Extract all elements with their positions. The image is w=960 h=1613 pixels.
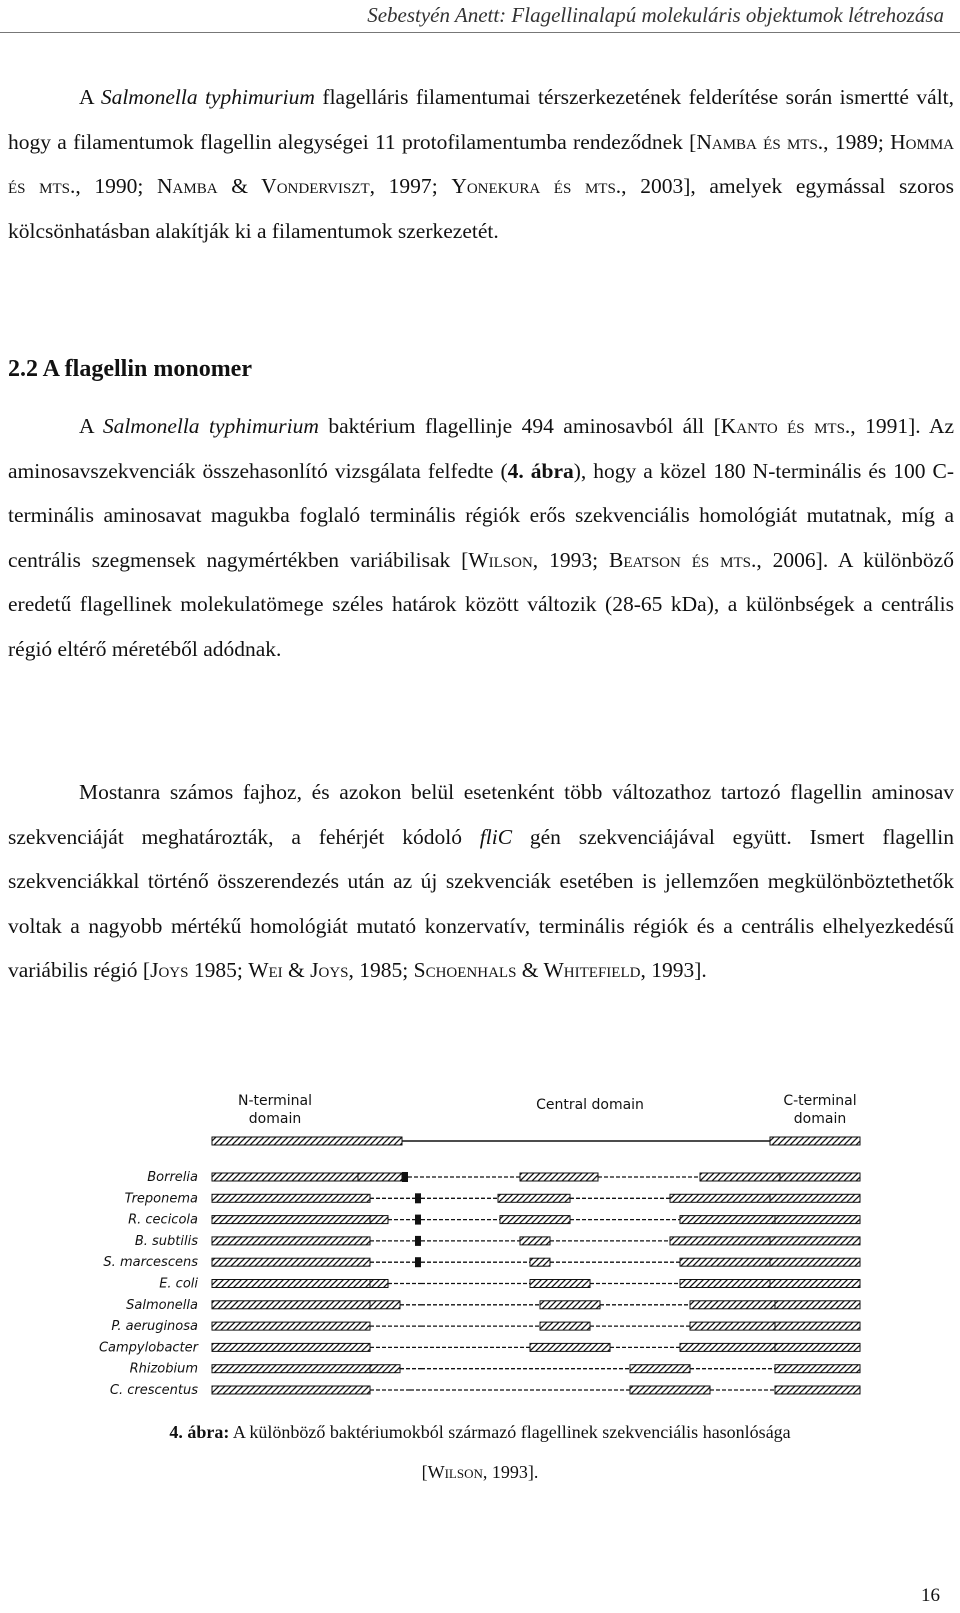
alignment-diagram <box>70 1085 950 1415</box>
alignment-bar-segment <box>212 1194 370 1202</box>
figure-reference: 4. ábra <box>507 458 574 483</box>
alignment-bar-segment <box>670 1237 770 1245</box>
text: A <box>79 85 101 109</box>
text: gén szekvenciájával együtt. Ismert flagellin szekvenciákkal történő összerendezés után az új szekvenciák esetében is jellemzően megkülönböztethetők voltak a nagyobb mértékű homológiát mutató konzervatív, terminális régiók és a centrális elhelyezkedésű variábilis régió [ <box>8 824 955 982</box>
alignment-bar-segment <box>212 1258 370 1266</box>
alignment-bar-segment <box>212 1173 358 1181</box>
text: ; <box>592 547 609 572</box>
alignment-marker <box>415 1236 421 1246</box>
alignment-marker <box>402 1172 408 1182</box>
citation: Yonekura és mts., 2003 <box>451 174 684 198</box>
citation: Namba & Vonderviszt, 1997 <box>157 174 432 198</box>
alignment-bar-segment <box>530 1343 610 1351</box>
alignment-bar-segment <box>770 1237 860 1245</box>
alignment-bar-segment <box>775 1386 860 1394</box>
alignment-bar-segment <box>498 1194 570 1202</box>
alignment-bar-segment <box>775 1301 860 1309</box>
alignment-bar-segment <box>520 1173 598 1181</box>
species-label: E. coli <box>159 1276 198 1292</box>
alignment-bar-segment <box>680 1343 775 1351</box>
alignment-bar-segment <box>670 1194 770 1202</box>
text: ; <box>137 174 158 198</box>
species-label: P. aeruginosa <box>111 1319 198 1335</box>
alignment-bar-segment <box>775 1365 860 1373</box>
species-label: Campylobacter <box>98 1340 198 1356</box>
citation: Homma és mts., 1990 <box>8 129 954 198</box>
species-label: Rhizobium <box>129 1361 198 1377</box>
alignment-bar-segment <box>630 1365 690 1373</box>
c-terminal-label-2: domain <box>793 1111 847 1127</box>
paragraph-3 <box>8 770 954 993</box>
text: ]. Az aminosavszekvenciák összehasonlító vizsgálata felfedte ( <box>8 414 955 483</box>
central-domain-label: Central domain <box>536 1097 644 1113</box>
species-name: Salmonella typhimurium <box>100 85 315 109</box>
alignment-bar-segment <box>690 1322 775 1330</box>
running-title: Sebestyén Anett: Flagellinalapú molekuláris objektumok létrehozása <box>367 3 944 27</box>
species-label: Treponema <box>124 1191 198 1207</box>
figure-caption <box>0 1422 960 1443</box>
alignment-bar-segment <box>780 1173 860 1181</box>
alignment-bar-segment <box>212 1237 370 1245</box>
alignment-bar-segment <box>212 1280 370 1288</box>
alignment-bar-segment <box>370 1280 388 1288</box>
alignment-bar-segment <box>680 1280 770 1288</box>
n-terminal-label-2: domain <box>248 1111 302 1127</box>
text: A <box>79 414 103 438</box>
alignment-bar-segment <box>212 1322 370 1330</box>
citation: Joys 1985 <box>150 958 237 982</box>
alignment-rows <box>99 1137 860 1398</box>
text: flagelláris filamentumai térszerkezetének felderítése során ismertté vált, hogy a filamentumok flagellin alegységei 11 protofilamentumba rendeződnek [ <box>8 85 955 154</box>
species-label: S. marcescens <box>103 1255 198 1271</box>
paragraph-1 <box>8 75 954 253</box>
species-label: Borrelia <box>147 1170 198 1185</box>
species-label: Salmonella <box>126 1297 198 1313</box>
reference-c-domain-bar <box>770 1137 860 1145</box>
alignment-bar-segment <box>680 1258 770 1266</box>
species-label: B. subtilis <box>134 1233 198 1249</box>
alignment-bar-segment <box>212 1386 370 1394</box>
alignment-bar-segment <box>520 1237 550 1245</box>
citation: Schoenhals & Whitefield, 1993 <box>413 958 695 982</box>
text: baktérium flagellinje 494 aminosavból áll [ <box>318 414 721 438</box>
alignment-bar-segment <box>630 1386 710 1394</box>
section-heading: 2.2 A flagellin monomer <box>8 356 252 382</box>
reference-n-domain-bar <box>212 1137 402 1145</box>
alignment-bar-segment <box>500 1216 570 1224</box>
alignment-bar-segment <box>770 1280 860 1288</box>
alignment-bar-segment <box>212 1365 370 1373</box>
alignment-bar-segment <box>775 1343 860 1351</box>
alignment-bar-segment <box>775 1216 860 1224</box>
alignment-bar-segment <box>775 1322 860 1330</box>
alignment-bar-segment <box>370 1365 400 1373</box>
alignment-marker <box>415 1215 421 1225</box>
alignment-bar-segment <box>770 1194 860 1202</box>
alignment-bar-segment <box>370 1301 400 1309</box>
caption-citation: [Wilson, 1993]. <box>421 1462 539 1482</box>
text: ]. A különböző eredetű flagellinek molekulatömege széles határok között változik (28-65 kDa), a különbségek a centrális régió eltérő méretéből adódnak. <box>8 547 954 661</box>
text: ; <box>877 129 891 154</box>
caption-text: A különböző baktériumokból származó flagellinek szekvenciális hasonlósága <box>229 1422 791 1442</box>
citation: Wilson, 1993 <box>468 547 593 572</box>
c-terminal-label-1: C-terminal <box>783 1093 857 1109</box>
text: ]. <box>694 958 707 982</box>
species-label: R. cecicola <box>128 1212 198 1228</box>
paragraph-2 <box>8 404 954 671</box>
citation: Beatson és mts., 2006 <box>608 547 816 572</box>
citation: Wei & Joys, 1985 <box>248 958 403 982</box>
citation: Namba és mts., 1989 <box>696 129 878 154</box>
text: ; <box>431 174 452 198</box>
alignment-bar-segment <box>530 1280 590 1288</box>
alignment-bar-segment <box>212 1216 370 1224</box>
alignment-bar-segment <box>212 1343 370 1351</box>
n-terminal-label-1: N-terminal <box>237 1093 313 1109</box>
header-rule <box>0 32 960 33</box>
alignment-bar-segment <box>770 1258 860 1266</box>
alignment-bar-segment <box>540 1301 600 1309</box>
alignment-bar-segment <box>690 1301 775 1309</box>
text: ; <box>402 958 414 982</box>
flagellin-alignment-figure <box>70 1085 950 1415</box>
alignment-bar-segment <box>530 1258 550 1266</box>
text: ], amelyek egymással szoros kölcsönhatásban alakítják ki a filamentumok szerkezetét. <box>8 174 954 243</box>
text: ; <box>236 958 249 982</box>
alignment-bar-segment <box>358 1173 402 1181</box>
page-number: 16 <box>921 1585 940 1606</box>
text: Mostanra számos fajhoz, és azokon belül esetenként több változathoz tartozó flagellin aminosav szekvenciáját meghatározták, a fehérjét kódoló <box>8 780 954 849</box>
alignment-marker <box>415 1257 421 1267</box>
alignment-bar-segment <box>700 1173 780 1181</box>
alignment-marker <box>415 1193 421 1203</box>
running-header <box>0 0 960 34</box>
alignment-bar-segment <box>370 1216 388 1224</box>
citation: Kanto és mts., 1991 <box>720 414 909 438</box>
species-label: C. crescentus <box>109 1383 198 1398</box>
caption-number: 4. ábra: <box>169 1422 230 1442</box>
alignment-bar-segment <box>212 1301 370 1309</box>
alignment-bar-segment <box>680 1216 775 1224</box>
alignment-bar-segment <box>540 1322 590 1330</box>
text: ), hogy a közel 180 N-terminális és 100 C-terminális aminosavat magukba foglaló terminális régiók erős szekvenciális homológiát mutatnak, míg a centrális szegmensek nagymértékben variábilisak [ <box>8 458 954 572</box>
species-name: Salmonella typhimurium <box>102 414 319 438</box>
gene-name: fliC <box>479 824 513 849</box>
